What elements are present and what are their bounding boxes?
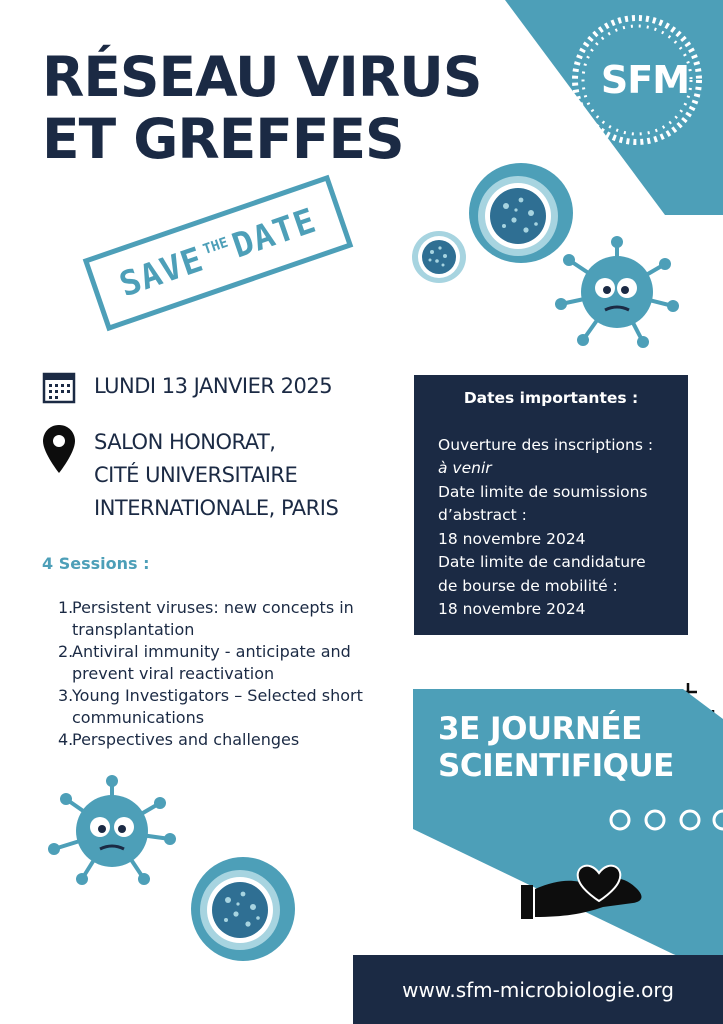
website-link[interactable]: www.sfm-microbiologie.org [353,955,723,1024]
registration-label: Ouverture des inscriptions : [438,435,654,454]
event-venue [94,426,338,525]
cell-icon [188,854,298,964]
stamp-save: SAVE [114,239,209,306]
virus-icon [48,775,176,887]
sessions-heading: 4 Sessions : [42,554,150,573]
important-dates-box [414,375,688,635]
scientific-day-line-1: 3E JOURNÉE [438,711,642,747]
list-item: 2. Antiviral immunity - anticipate and prevent viral reactivation [58,642,351,683]
save-the-date-stamp [83,175,354,332]
grant-label-2: de bourse de mobilité : [438,576,618,595]
grant-value: 18 novembre 2024 [438,600,586,618]
page-title [42,46,481,170]
virus-icon [553,234,681,350]
stamp-date: DATE [227,200,322,267]
dates-heading: Dates importantes : [463,389,639,407]
sessions-list [58,597,398,751]
list-item: 3. Young Investigators – Selected short communications [58,686,363,727]
location-pin-icon [41,423,77,475]
abstract-label-2: d’abstract : [438,506,527,524]
title-line-1: RÉSEAU VIRUS [42,45,482,109]
scientific-day-title [438,711,674,785]
grant-label-1: Date limite de candidature [438,553,646,571]
event-date: LUNDI 13 JANVIER 2025 [94,374,333,398]
registration-value: à venir [438,459,492,477]
venue-line-2: CITÉ UNIVERSITAIRE [94,463,298,487]
sfm-logo: SFM [600,58,690,102]
calendar-icon [42,370,76,404]
list-item: 1. Persistent viruses: new concepts in transplantation [58,598,354,639]
venue-line-1: SALON HONORAT, [94,430,276,454]
abstract-value: 18 novembre 2024 [438,529,586,548]
cell-icon [410,228,468,286]
title-line-2: ET GREFFES [42,107,404,171]
scientific-day-line-2: SCIENTIFIQUE [438,748,674,784]
stamp-the: THE [201,234,231,259]
abstract-label-1: Date limite de soumissions [438,482,648,501]
list-item: 4. Perspectives and challenges [58,730,300,749]
venue-line-3: INTERNATIONALE, PARIS [94,496,339,520]
